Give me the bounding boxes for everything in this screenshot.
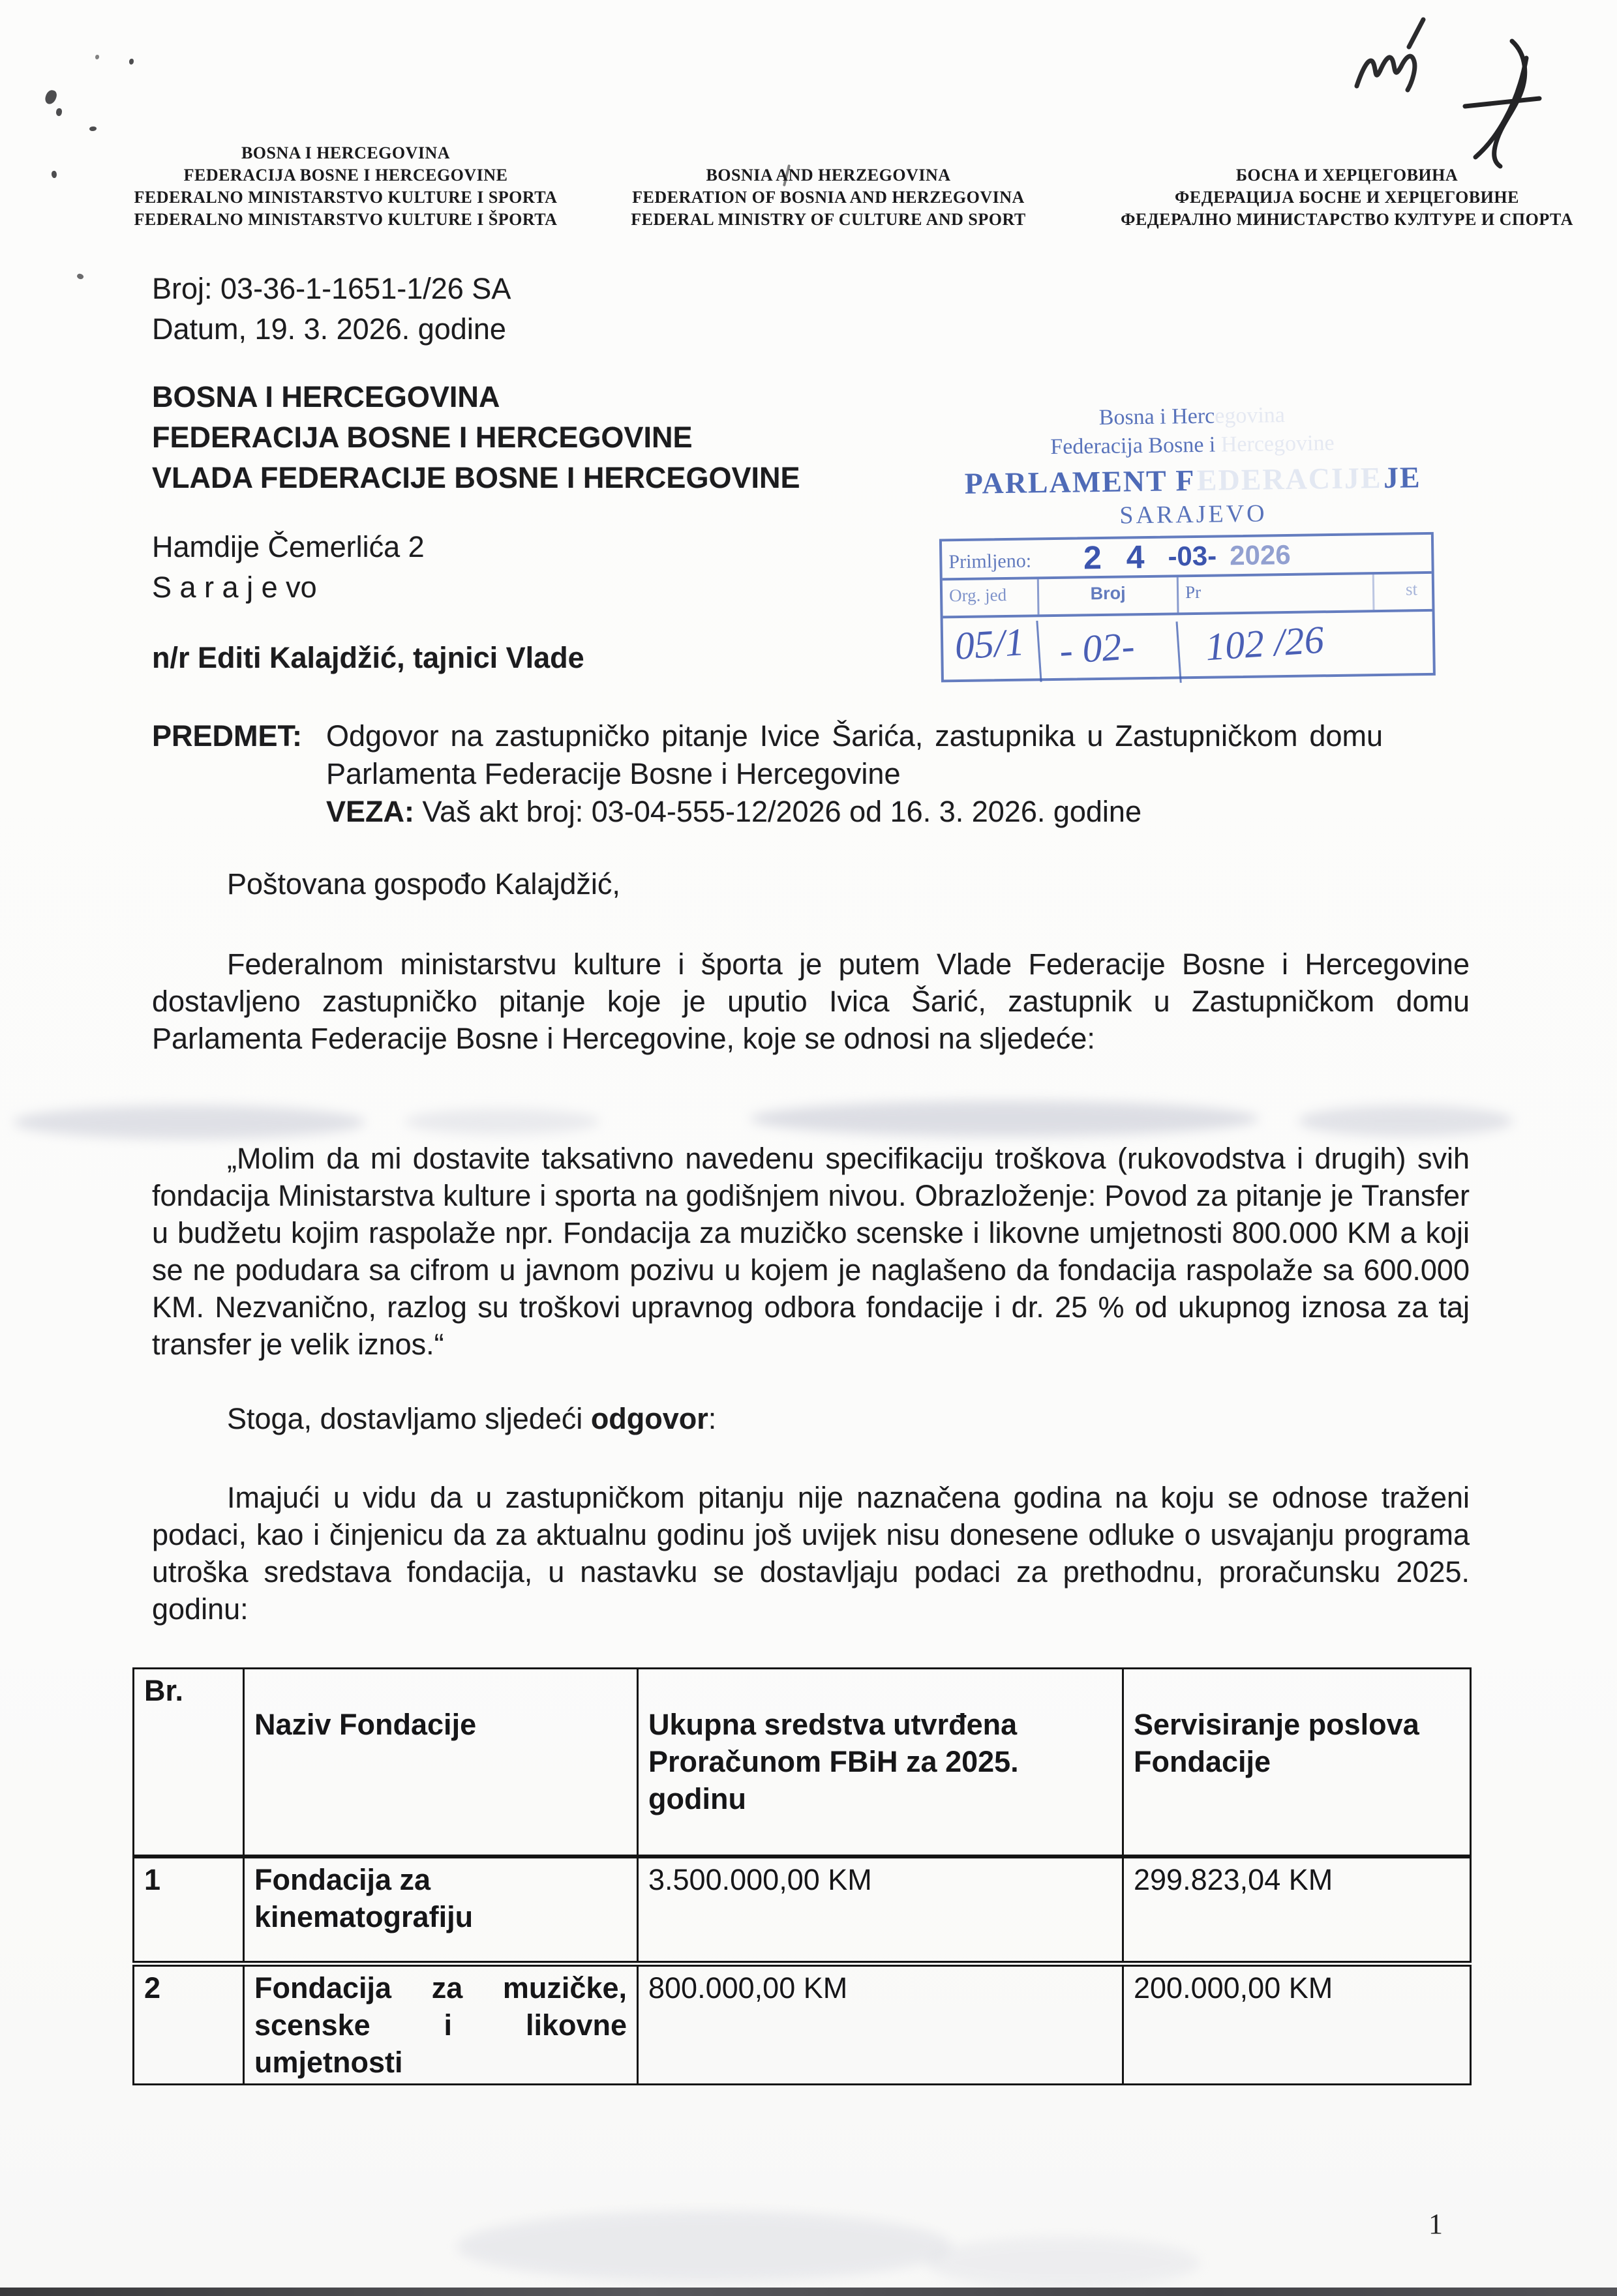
- scan-smudge: [13, 1105, 365, 1139]
- letterhead-line: FEDERALNO MINISTARSTVO KULTURE I ŠPORTA: [134, 210, 558, 229]
- table-cell-ukupna: 3.500.000,00 KM: [638, 1856, 1123, 1964]
- letterhead-line: FEDERATION OF BOSNIA AND HERZEGOVINA: [632, 188, 1025, 207]
- stamp-text-faded: Hercegovine: [1215, 430, 1335, 457]
- letterhead-column-bosnian: [98, 142, 594, 231]
- reference-date: Datum, 19. 3. 2026. godine: [152, 312, 506, 346]
- stoga-bold-word: odgovor: [590, 1402, 708, 1435]
- table-header-row: [134, 1669, 1471, 1856]
- scan-bottom-edge: [0, 2288, 1617, 2296]
- letterhead-line: FEDERALNO MINISTARSTVO KULTURE I SPORTA: [134, 188, 558, 207]
- recipient-line: VLADA FEDERACIJE BOSNE I HERCEGOVINE: [152, 461, 800, 494]
- letterhead-line: ФЕДЕРАЦИЈА БОСНЕ И ХЕРЦЕГОВИНЕ: [1175, 188, 1519, 207]
- stamp-handwritten-org: 05/1: [953, 619, 1026, 668]
- table-header-servis: Servisiranje poslova Fondacije: [1123, 1669, 1471, 1856]
- handwriting-flourish-mark: [1461, 36, 1552, 179]
- scan-speckle: [44, 89, 58, 106]
- subject-text: Odgovor na zastupničko pitanje Ivice Šarića, zastupnika u Zastupničkom domu Parlamenta Federacije Bosne i Hercegovine: [326, 719, 1383, 790]
- table-cell-servis: 299.823,04 KM: [1123, 1856, 1471, 1964]
- foundations-table: [132, 1667, 1472, 2085]
- attention-line: n/r Editi Kalajdžić, tajnici Vlade: [152, 641, 584, 674]
- stamp-text: Bosna i Herc: [1098, 404, 1215, 430]
- table-cell-naziv: Fondacija za muzičke, scenske i likovne umjetnosti: [244, 1964, 638, 2085]
- stamp-handwritten-row: [943, 612, 1433, 679]
- handwriting-initials-mark: [1350, 13, 1448, 111]
- reference-number: Broj: 03-36-1-1651-1/26 SA: [152, 272, 511, 305]
- stamp-col-prilog-label: Pr: [1177, 574, 1373, 612]
- scan-smudge: [1298, 1105, 1513, 1137]
- paragraph-intro: Federalnom ministarstvu kulture i športa je putem Vlade Federacije Bosne i Hercegovine dostavljeno zastupničko pitanje koje je uputio Ivica Šarić, zastupnik u Zastupničkom domu Parlamenta Federacije Bosne i Hercegovine, koje se odnosi na sljedeće:: [152, 947, 1470, 1055]
- stamp-text: PARLAMENT F: [964, 463, 1196, 500]
- table-header-naziv: Naziv Fondacije: [244, 1669, 638, 1856]
- letterhead-column-english: [607, 164, 1050, 231]
- table-cell-ukupna: 800.000,00 KM: [638, 1964, 1123, 2085]
- table-cell-servis: 200.000,00 KM: [1123, 1964, 1471, 2085]
- parliament-receipt-stamp: [937, 401, 1450, 683]
- stamp-date-day: 2 4: [1083, 538, 1153, 576]
- stamp-text: JE: [1383, 460, 1422, 494]
- table-row: [134, 1856, 1471, 1964]
- scan-speckle: [129, 59, 134, 65]
- paragraph-answer-intro: Imajući u vidu da u zastupničkom pitanju nije naznačena godina na koju se odnose traženi podaci, kao i činjenicu da za aktualnu godinu još uvijek nisu donesene odluke o usvajanju programa utroška sredstava fondacija, u nastavku se dostavljaju podaci za prethodnu, proračunsku 2025. godinu:: [152, 1481, 1470, 1626]
- stamp-text-faded: egovina: [1214, 403, 1286, 428]
- letterhead-line: FEDERAL MINISTRY OF CULTURE AND SPORT: [631, 210, 1026, 229]
- subject-veza-line: [326, 793, 1385, 831]
- stamp-col-right-label: st: [1372, 574, 1425, 610]
- stamp-line-3: [938, 460, 1447, 501]
- page-number: 1: [1428, 2208, 1443, 2240]
- stamp-col-broj-label: Broj: [1037, 577, 1177, 614]
- scan-speckle: [89, 127, 97, 131]
- recipient-line: BOSNA I HERCEGOVINA: [152, 380, 500, 413]
- stamp-date-year: 2026: [1229, 539, 1291, 571]
- scan-smudge: [404, 1109, 600, 1135]
- scan-smudge: [457, 2211, 952, 2282]
- scan-smudge: [926, 2237, 1200, 2289]
- stamp-date-month: -03-: [1168, 540, 1217, 572]
- scan-speckle: [95, 55, 99, 59]
- address-block: [152, 527, 425, 608]
- scan-speckle: [76, 273, 85, 280]
- subject-veza-label: VEZA:: [326, 795, 414, 828]
- salutation: Poštovana gospođo Kalajdžić,: [227, 867, 620, 901]
- stamp-receipt-box: [939, 532, 1436, 683]
- table-cell-br: 2: [134, 1964, 244, 2085]
- recipient-line: FEDERACIJA BOSNE I HERCEGOVINE: [152, 421, 693, 454]
- stamp-text: Federacija Bosne i: [1050, 432, 1216, 460]
- stamp-handwritten-number: 102 /26: [1176, 605, 1427, 683]
- recipient-block: [152, 377, 800, 498]
- table-header-br: Br.: [134, 1669, 244, 1856]
- table-row: [134, 1964, 1471, 2085]
- stamp-received-row: [942, 535, 1432, 580]
- paragraph-stoga: [227, 1402, 716, 1436]
- letterhead-line: BOSNIA AND HERZEGOVINA: [706, 166, 951, 185]
- stamp-handwritten-broj: - 02-: [1036, 612, 1179, 682]
- stamp-line-2: [938, 430, 1447, 462]
- scan-speckle: [51, 170, 57, 178]
- table-header-ukupna: Ukupna sredstva utvrđena Proračunom FBiH za 2025. godinu: [638, 1669, 1123, 1856]
- letterhead-line: FEDERACIJA BOSNE I HERCEGOVINE: [183, 166, 508, 185]
- paragraph-quote: „Molim da mi dostavite taksativno navedenu specifikaciju troškova (rukovodstva i drugih) svih fondacija Ministarstva kulture i sporta na godišnjem nivou. Obrazloženje: Povod za pitanje je Transfer u budžetu kojim raspolaže npr. Fondacija za muzičko scenske i likovne umjetnosti 800.000 KM a koji se ne podudara sa cifrom u javnom pozivu u kojem je naglašeno da fondacija raspolaže sa 600.000 KM. Nezvanično, razlog su troškovi upravnog odbora fondacije i dr. 25 % od ukupnog iznosa za taj transfer je velik iznos.“: [152, 1142, 1470, 1361]
- scan-smudge: [750, 1101, 1259, 1137]
- stamp-col-org-label: Org. jed: [948, 585, 1007, 606]
- subject-label: PREDMET:: [152, 719, 303, 753]
- letterhead-line: ФЕДЕРАЛНО МИНИСТАРСТВО КУЛТУРЕ И СПОРТА: [1121, 210, 1573, 229]
- stoga-colon: :: [708, 1402, 717, 1435]
- stoga-text: Stoga, dostavljamo sljedeći: [227, 1402, 591, 1435]
- table-cell-br: 1: [134, 1856, 244, 1964]
- subject-veza-text: Vaš akt broj: 03-04-555-12/2026 od 16. 3. 2026. godine: [414, 795, 1141, 828]
- letterhead-line: БОСНА И ХЕРЦЕГОВИНА: [1235, 166, 1458, 185]
- subject-block: [152, 717, 1385, 831]
- stamp-text-faded: EDERACIJE: [1196, 460, 1382, 497]
- letterhead-column-cyrillic: [1089, 164, 1605, 231]
- scan-speckle: [56, 108, 62, 116]
- address-street: Hamdije Čemerlića 2: [152, 530, 425, 563]
- address-city: S a r a j e vo: [152, 571, 317, 604]
- reference-block: [152, 269, 511, 350]
- stamp-received-label: Primljeno:: [948, 550, 1032, 573]
- letterhead-line: BOSNA I HERCEGOVINA: [241, 143, 451, 162]
- stamp-line-4: SARAJEVO: [1119, 499, 1267, 529]
- stamp-line-1: [937, 401, 1446, 433]
- table-cell-naziv: Fondacija za kinematografiju: [244, 1856, 638, 1964]
